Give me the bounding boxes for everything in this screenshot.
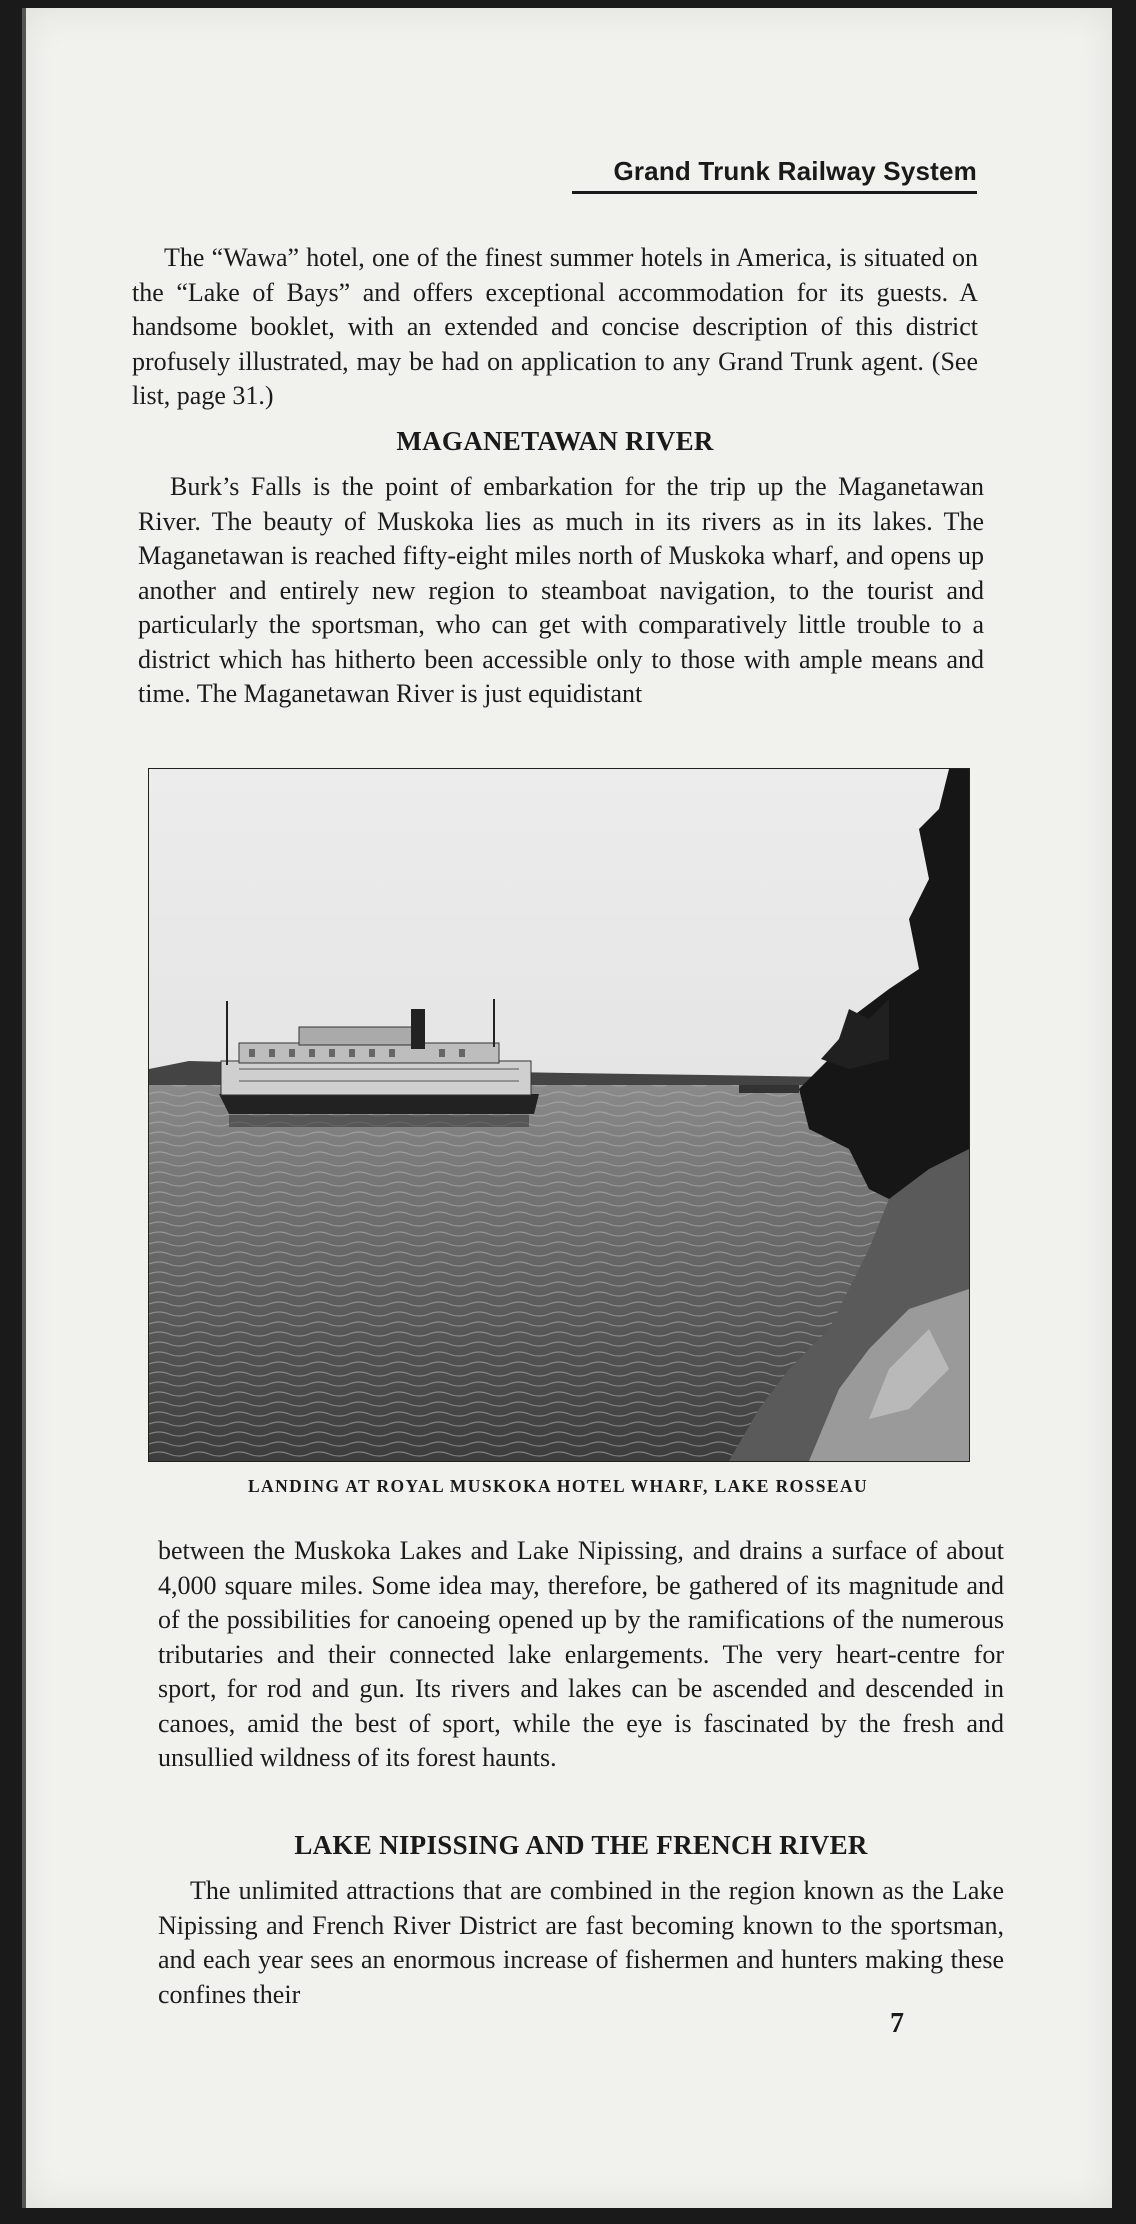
paragraph-maganetawan-1: Burk’s Falls is the point of embarkation for the trip up the Maganetawan River. The beauty of Muskoka lies as much in its rivers as in its lakes. The Maganetawan is reached fifty-eight miles north of Muskoka wharf, and opens up another and entirely new region to steamboat navigation, to the tourist and particularly the sportsman, who can get with comparatively little trouble to a district which has hitherto been accessible only to those with ample means and time. The Maganetawan River is just equidistant: [138, 472, 984, 708]
heading-maganetawan-river: MAGANETAWAN RIVER: [396, 426, 714, 456]
paragraph-wawa: The “Wawa” hotel, one of the finest summer hotels in America, is situated on the “Lake of Bays” and offers exceptional accommodation for its guests. A handsome booklet, with an extended and concise description of this district profusely illustrated, may be had on application to any Grand Trunk agent. (See list, page 31.): [132, 243, 978, 410]
page-number: 7: [890, 2008, 904, 2039]
running-head: Grand Trunk Railway System: [572, 156, 977, 194]
paragraph-maganetawan-2: between the Muskoka Lakes and Lake Nipissing, and drains a surface of about 4,000 square miles. Some idea may, therefore, be gathered of its magnitude and of the possibilities for canoeing opened up by the ramifications of the numerous tributaries and their connected lake enlargements. The very heart-centre for sport, for rod and gun. Its rivers and lakes can be ascended and descended in canoes, amid the best of sport, while the eye is fascinated by the fresh and unsullied wildness of its forest haunts.: [158, 1536, 1004, 1772]
book-page: [22, 8, 1112, 2208]
paragraph-nipissing: The unlimited attractions that are combined in the region known as the Lake Nipissing and French River District are fast becoming known to the sportsman, and each year sees an enormous increase of fishermen and hunters making these confines their: [158, 1876, 1004, 2009]
photo-caption: LANDING AT ROYAL MUSKOKA HOTEL WHARF, LAKE ROSSEAU: [247, 1476, 869, 1496]
heading-lake-nipissing: LAKE NIPISSING AND THE FRENCH RIVER: [294, 1830, 868, 1860]
steamboat-photo: [148, 768, 970, 1462]
page-spine: [22, 8, 26, 2208]
